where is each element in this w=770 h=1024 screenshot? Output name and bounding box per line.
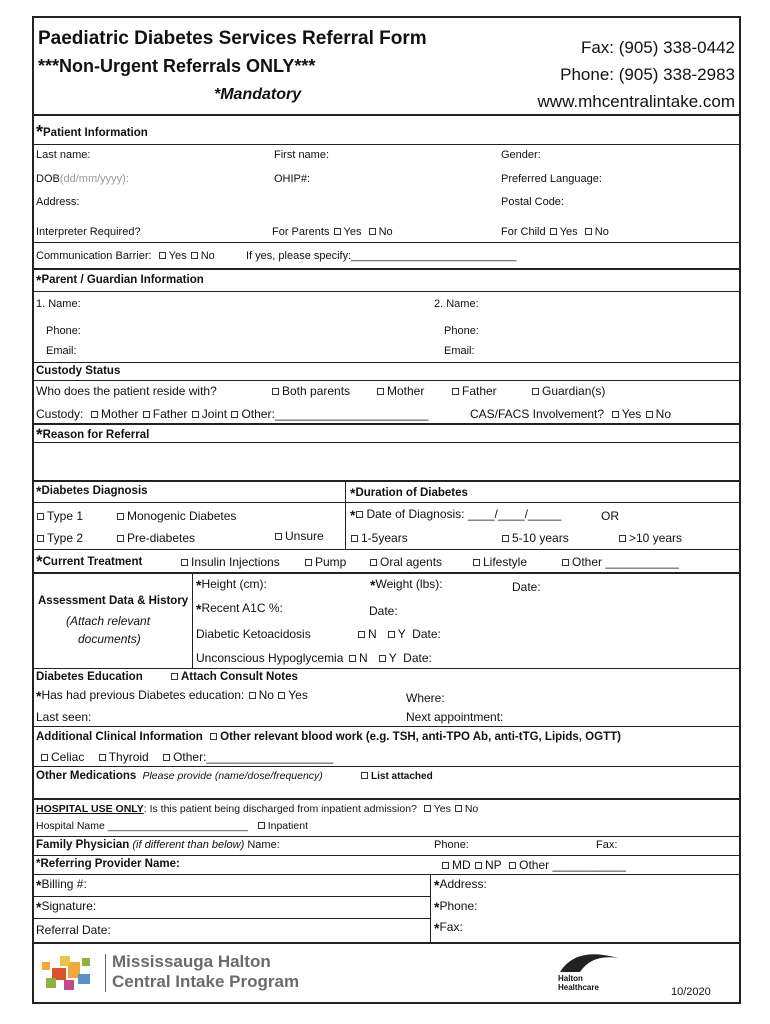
billing-field[interactable]: *Billing #: — [36, 877, 87, 893]
checkbox[interactable] — [163, 754, 170, 761]
checkbox[interactable] — [452, 388, 459, 395]
treat-lifestyle[interactable]: Lifestyle — [472, 555, 527, 569]
dur-5-10[interactable]: 5-10 years — [501, 531, 569, 545]
checkbox[interactable] — [349, 655, 356, 662]
checkbox[interactable] — [358, 631, 365, 638]
guardian1-name[interactable]: 1. Name: — [36, 298, 81, 310]
clinical-options[interactable]: Celiac Thyroid Other:___________________ — [40, 750, 333, 764]
postal-code-field[interactable]: Postal Code: — [501, 196, 564, 208]
checkbox[interactable] — [191, 252, 198, 259]
program-name-line2: Central Intake Program — [112, 972, 300, 991]
checkbox[interactable] — [619, 535, 626, 542]
hypo-options[interactable]: N Y Date: — [348, 651, 432, 665]
treatment-heading: *Current Treatment — [36, 552, 143, 571]
weight-date[interactable]: Date: — [512, 580, 541, 594]
checkbox[interactable] — [117, 513, 124, 520]
or-label: OR — [601, 509, 619, 523]
checkbox[interactable] — [334, 228, 341, 235]
dur-10plus[interactable]: >10 years — [618, 531, 682, 545]
first-name-field[interactable]: First name: — [274, 149, 330, 161]
form-title: Paediatric Diabetes Services Referral Form — [38, 28, 427, 49]
reside-label: Who does the patient reside with? — [36, 384, 217, 398]
treat-insulin[interactable]: Insulin Injections — [180, 555, 280, 569]
duration-heading: *Duration of Diabetes — [350, 485, 468, 501]
custody-heading: Custody Status — [36, 365, 121, 377]
guardian2-name[interactable]: 2. Name: — [434, 298, 479, 310]
checkbox[interactable] — [272, 388, 279, 395]
weight-field[interactable]: *Weight (lbs): — [370, 577, 443, 593]
checkbox[interactable] — [585, 228, 592, 235]
referral-date-field[interactable]: Referral Date: — [36, 923, 111, 937]
diag-prediabetes[interactable]: Pre-diabetes — [116, 531, 195, 545]
provider-address[interactable]: *Address: — [434, 877, 487, 893]
last-seen-field[interactable]: Last seen: — [36, 710, 92, 724]
checkbox[interactable] — [377, 388, 384, 395]
education-heading: Diabetes Education — [36, 671, 143, 683]
phone-number: Phone: (905) 338-2983 — [560, 65, 735, 84]
a1c-field[interactable]: *Recent A1C %: — [196, 601, 283, 617]
checkbox[interactable] — [646, 411, 653, 418]
diag-type1[interactable]: Type 1 — [36, 509, 83, 523]
checkbox[interactable] — [37, 535, 44, 542]
where-field[interactable]: Where: — [406, 691, 445, 705]
height-field[interactable]: *Height (cm): — [196, 577, 267, 593]
guardian2-phone[interactable]: Phone: — [444, 325, 479, 337]
checkbox[interactable] — [249, 692, 256, 699]
treat-other[interactable]: Other ___________ — [561, 555, 679, 569]
checkbox[interactable] — [369, 228, 376, 235]
checkbox[interactable] — [532, 388, 539, 395]
guardian1-phone[interactable]: Phone: — [46, 325, 81, 337]
checkbox[interactable] — [231, 411, 238, 418]
referral-form — [32, 16, 741, 1004]
website-link[interactable]: www.mhcentralintake.com — [537, 92, 735, 111]
reside-guardians[interactable]: Guardian(s) — [531, 384, 605, 398]
dka-label: Diabetic Ketoacidosis — [196, 627, 311, 641]
guardian2-email[interactable]: Email: — [444, 345, 475, 357]
treat-pump[interactable]: Pump — [304, 555, 346, 569]
attach-note: (Attach relevant — [66, 614, 151, 628]
checkbox[interactable] — [210, 733, 217, 740]
comm-barrier-specify[interactable]: If yes, please specify:___________________________ — [246, 250, 517, 262]
dur-1-5[interactable]: 1-5years — [350, 531, 408, 545]
referring-provider-name[interactable]: *Referring Provider Name: — [36, 858, 180, 870]
last-name-field[interactable]: Last name: — [36, 149, 91, 161]
physician-fax[interactable]: Fax: — [596, 839, 618, 851]
reside-father[interactable]: Father — [451, 384, 497, 398]
provider-phone[interactable]: *Phone: — [434, 899, 478, 915]
checkbox[interactable] — [91, 411, 98, 418]
checkbox[interactable] — [473, 559, 480, 566]
gender-field[interactable]: Gender: — [501, 149, 541, 161]
checkbox[interactable] — [388, 631, 395, 638]
date-of-diagnosis[interactable]: * Date of Diagnosis: ____/____/_____ — [350, 507, 562, 523]
assessment-heading: Assessment Data & History — [38, 595, 189, 607]
a1c-date[interactable]: Date: — [369, 604, 398, 618]
halton-name-line1: Halton — [558, 974, 583, 983]
signature-field[interactable]: *Signature: — [36, 899, 97, 915]
guardian1-email[interactable]: Email: — [46, 345, 77, 357]
fax-number: Fax: (905) 338-0442 — [580, 38, 735, 57]
custody-options[interactable]: Custody: Mother Father Joint Other:_______________________ — [36, 407, 429, 421]
hospital-name[interactable]: Hospital Name ________________________ Inpatient — [36, 820, 308, 832]
previous-education[interactable]: *Has had previous Diabetes education: No Yes — [36, 688, 308, 704]
checkbox[interactable] — [258, 822, 265, 829]
attach-consult-notes[interactable]: Attach Consult Notes — [170, 671, 298, 683]
treat-oral[interactable]: Oral agents — [369, 555, 442, 569]
patient-info-heading: *Patient Information — [36, 122, 148, 142]
checkbox[interactable] — [99, 754, 106, 761]
interpreter-label: Interpreter Required? — [36, 226, 141, 238]
checkbox[interactable] — [562, 559, 569, 566]
interpreter-child[interactable]: For Child Yes No — [501, 226, 609, 238]
checkbox[interactable] — [159, 252, 166, 259]
physician-phone[interactable]: Phone: — [434, 839, 469, 851]
program-logo-icon — [38, 948, 102, 996]
next-appointment-field[interactable]: Next appointment: — [406, 710, 504, 724]
halton-healthcare-logo-icon — [556, 948, 626, 976]
checkbox[interactable] — [305, 559, 312, 566]
checkbox[interactable] — [612, 411, 619, 418]
comm-barrier[interactable]: Communication Barrier: Yes No — [36, 250, 215, 262]
mandatory-note: *Mandatory — [214, 86, 302, 103]
diag-type2[interactable]: Type 2 — [36, 531, 83, 545]
provider-type[interactable]: MD NP Other ___________ — [441, 858, 626, 872]
hypo-label: Unconscious Hypoglycemia — [196, 651, 344, 665]
diagnosis-heading: *Diabetes Diagnosis — [36, 483, 148, 499]
checkbox[interactable] — [143, 411, 150, 418]
checkbox[interactable] — [550, 228, 557, 235]
reason-text-area[interactable] — [34, 444, 739, 480]
dka-options[interactable]: N Y Date: — [357, 627, 441, 641]
diag-unsure[interactable]: Unsure — [274, 529, 324, 543]
medications-heading: Other Medications Please provide (name/dose/frequency) — [36, 770, 323, 782]
clinical-heading: Additional Clinical Information Other relevant blood work (e.g. TSH, anti-TPO Ab, anti-tTG, Lipids, OGTT) — [36, 731, 621, 743]
checkbox[interactable] — [37, 513, 44, 520]
language-field[interactable]: Preferred Language: — [501, 173, 602, 185]
checkbox[interactable] — [379, 655, 386, 662]
list-attached[interactable]: List attached — [360, 771, 433, 782]
checkbox[interactable] — [475, 862, 482, 869]
family-physician[interactable]: Family Physician (if different than below) Name: — [36, 839, 280, 851]
checkbox[interactable] — [181, 559, 188, 566]
checkbox[interactable] — [442, 862, 449, 869]
casfacs-involvement[interactable]: CAS/FACS Involvement? Yes No — [470, 407, 671, 421]
address-field[interactable]: Address: — [36, 196, 80, 208]
checkbox[interactable] — [509, 862, 516, 869]
checkbox[interactable] — [117, 535, 124, 542]
reason-heading: *Reason for Referral — [36, 425, 150, 444]
checkbox[interactable] — [351, 535, 358, 542]
checkbox[interactable] — [356, 511, 363, 518]
documents-note: documents) — [78, 632, 141, 646]
checkbox[interactable] — [192, 411, 199, 418]
checkbox[interactable] — [502, 535, 509, 542]
checkbox[interactable] — [361, 772, 368, 779]
checkbox[interactable] — [171, 673, 178, 680]
provider-fax[interactable]: *Fax: — [434, 920, 463, 936]
dob-field[interactable]: DOB(dd/mm/yyyy): — [36, 173, 129, 185]
form-version-date: 10/2020 — [671, 986, 711, 998]
ohip-field[interactable]: OHIP#: — [274, 173, 311, 185]
hospital-use[interactable]: HOSPITAL USE ONLY: Is this patient being discharged from inpatient admission? Yes No — [36, 803, 479, 815]
checkbox[interactable] — [41, 754, 48, 761]
interpreter-parents[interactable]: For Parents Yes No — [272, 226, 393, 238]
checkbox[interactable] — [370, 559, 377, 566]
checkbox[interactable] — [275, 533, 282, 540]
halton-name-line2: Healthcare — [558, 983, 599, 992]
checkbox[interactable] — [278, 692, 285, 699]
checkbox[interactable] — [455, 805, 462, 812]
program-name-line1: Mississauga Halton — [112, 952, 271, 971]
form-subtitle: ***Non-Urgent Referrals ONLY*** — [38, 56, 316, 76]
diag-monogenic[interactable]: Monogenic Diabetes — [116, 509, 236, 523]
guardian-heading: *Parent / Guardian Information — [36, 272, 204, 288]
reside-both-parents[interactable]: Both parents — [271, 384, 350, 398]
reside-mother[interactable]: Mother — [376, 384, 424, 398]
checkbox[interactable] — [424, 805, 431, 812]
